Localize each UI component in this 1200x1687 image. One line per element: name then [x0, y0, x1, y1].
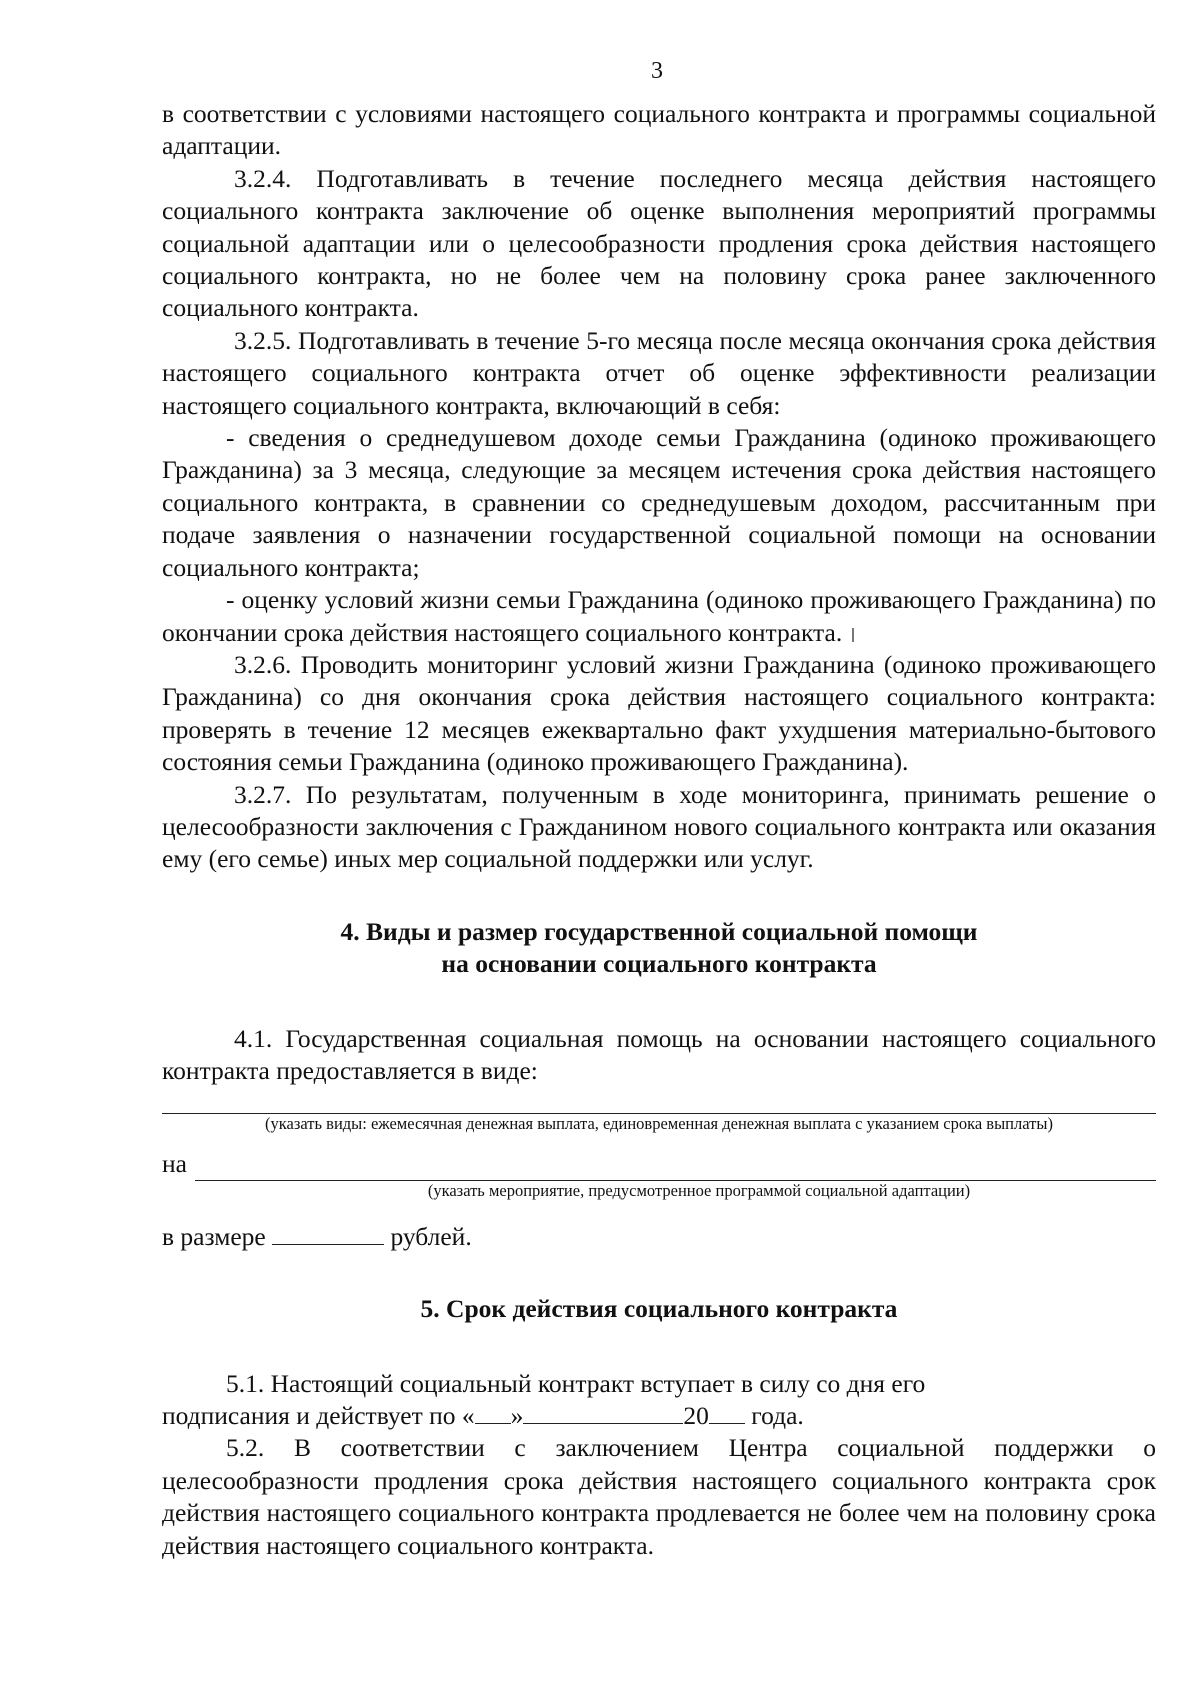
- paragraph-3-2-5-item-income: - сведения о среднедушевом доходе семьи Гражданина (одиноко проживающего Гражданина) за 3 месяца, следующие за месяцем истечения срока действия настоящего социального контракта, в сравнении со среднедушевым доходом, рассчитанным при подаче заявления о назначении государственной социальной помощи на основании социального контракта;: [162, 423, 1156, 582]
- section-5-heading: 5. Срок действия социального контракта: [420, 1294, 898, 1324]
- page-number: 3: [651, 58, 663, 84]
- section-4-heading: [162, 916, 1156, 981]
- section-4-heading-line2: на основании социального контракта: [441, 949, 877, 979]
- fill-day[interactable]: [475, 1401, 511, 1424]
- document-body: [162, 98, 1156, 1562]
- caption-event: (указать мероприятие, предусмотренное программой социальной адаптации): [427, 1180, 971, 1200]
- paragraph-3-2-4: 3.2.4. Подготавливать в течение последнего месяца действия настоящего социального контракта заключение об оценке выполнения мероприятий программы социальной адаптации или о целесообразности продления срока действия настоящего социального контракта, но не более чем на половину срока ранее заключенного социального контракта.: [162, 163, 1156, 323]
- scan-mark: [852, 628, 854, 642]
- paragraph-5-1: [162, 1368, 1156, 1433]
- year-prefix: 20: [683, 1401, 709, 1430]
- paragraph-3-2-5: 3.2.5. Подготавливать в течение 5-го месяца после месяца окончания срока действия настоящего социального контракта отчет об оценке эффективности реализации настоящего социального контракта, включающий в себя:: [162, 325, 1156, 420]
- fill-line-event[interactable]: [195, 1156, 1156, 1181]
- paragraph-5-1-line2: [162, 1400, 804, 1432]
- paragraph-3-2-5-item-conditions-text: - оценку условий жизни семьи Гражданина (одиноко проживающего Гражданина) по окончании срока действия настоящего социального контракта.: [162, 585, 1156, 647]
- paragraph-5-2: 5.2. В соответствии с заключением Центра социальной поддержки о целесообразности продления срока действия настоящего социального контракта срок действия настоящего социального контракта продлевается не более чем на половину срока действия настоящего социального контракта.: [162, 1433, 1156, 1560]
- paragraph-continuation: в соответствии с условиями настоящего социального контракта и программы социальной адаптации.: [162, 99, 1156, 161]
- amount-row: [162, 1221, 1156, 1253]
- paragraph-3-2-5-item-conditions: [162, 584, 1156, 649]
- label-on: на: [162, 1149, 187, 1179]
- caption-aid-kind: (указать виды: ежемесячная денежная выплата, единовременная денежная выплата с указанием срока выплаты): [265, 1114, 1053, 1134]
- amount-suffix: рублей.: [390, 1221, 472, 1251]
- paragraph-4-1: 4.1. Государственная социальная помощь на основании настоящего социального контракта предоставляется в виде:: [162, 1023, 1156, 1085]
- paragraph-5-1-line1: 5.1. Настоящий социальный контракт вступает в силу со дня его: [226, 1368, 926, 1398]
- year-suffix: года.: [751, 1401, 804, 1430]
- date-quote-close: »: [510, 1401, 524, 1430]
- section-4-heading-line1: 4. Виды и размер государственной социальной помощи: [340, 916, 978, 946]
- amount-prefix: в размере: [162, 1221, 266, 1251]
- paragraph-3-2-7: 3.2.7. По результатам, полученным в ходе мониторинга, принимать решение о целесообразности заключения с Гражданином нового социального контракта или оказания ему (его семье) иных мер социальной поддержки или услуг.: [162, 779, 1156, 874]
- fill-month[interactable]: [523, 1401, 683, 1424]
- paragraph-3-2-6: 3.2.6. Проводить мониторинг условий жизни Гражданина (одиноко проживающего Гражданина) со дня окончания срока действия настоящего социального контракта: проверять в течение 12 месяцев ежеквартально факт ухудшения материально-бытового состояния семьи Гражданина (одиноко проживающего Гражданина).: [162, 649, 1156, 777]
- date-prefix: подписания и действует по «: [162, 1401, 475, 1430]
- row-event: [162, 1148, 1156, 1180]
- fill-amount[interactable]: [272, 1222, 384, 1245]
- fill-year[interactable]: [709, 1401, 745, 1424]
